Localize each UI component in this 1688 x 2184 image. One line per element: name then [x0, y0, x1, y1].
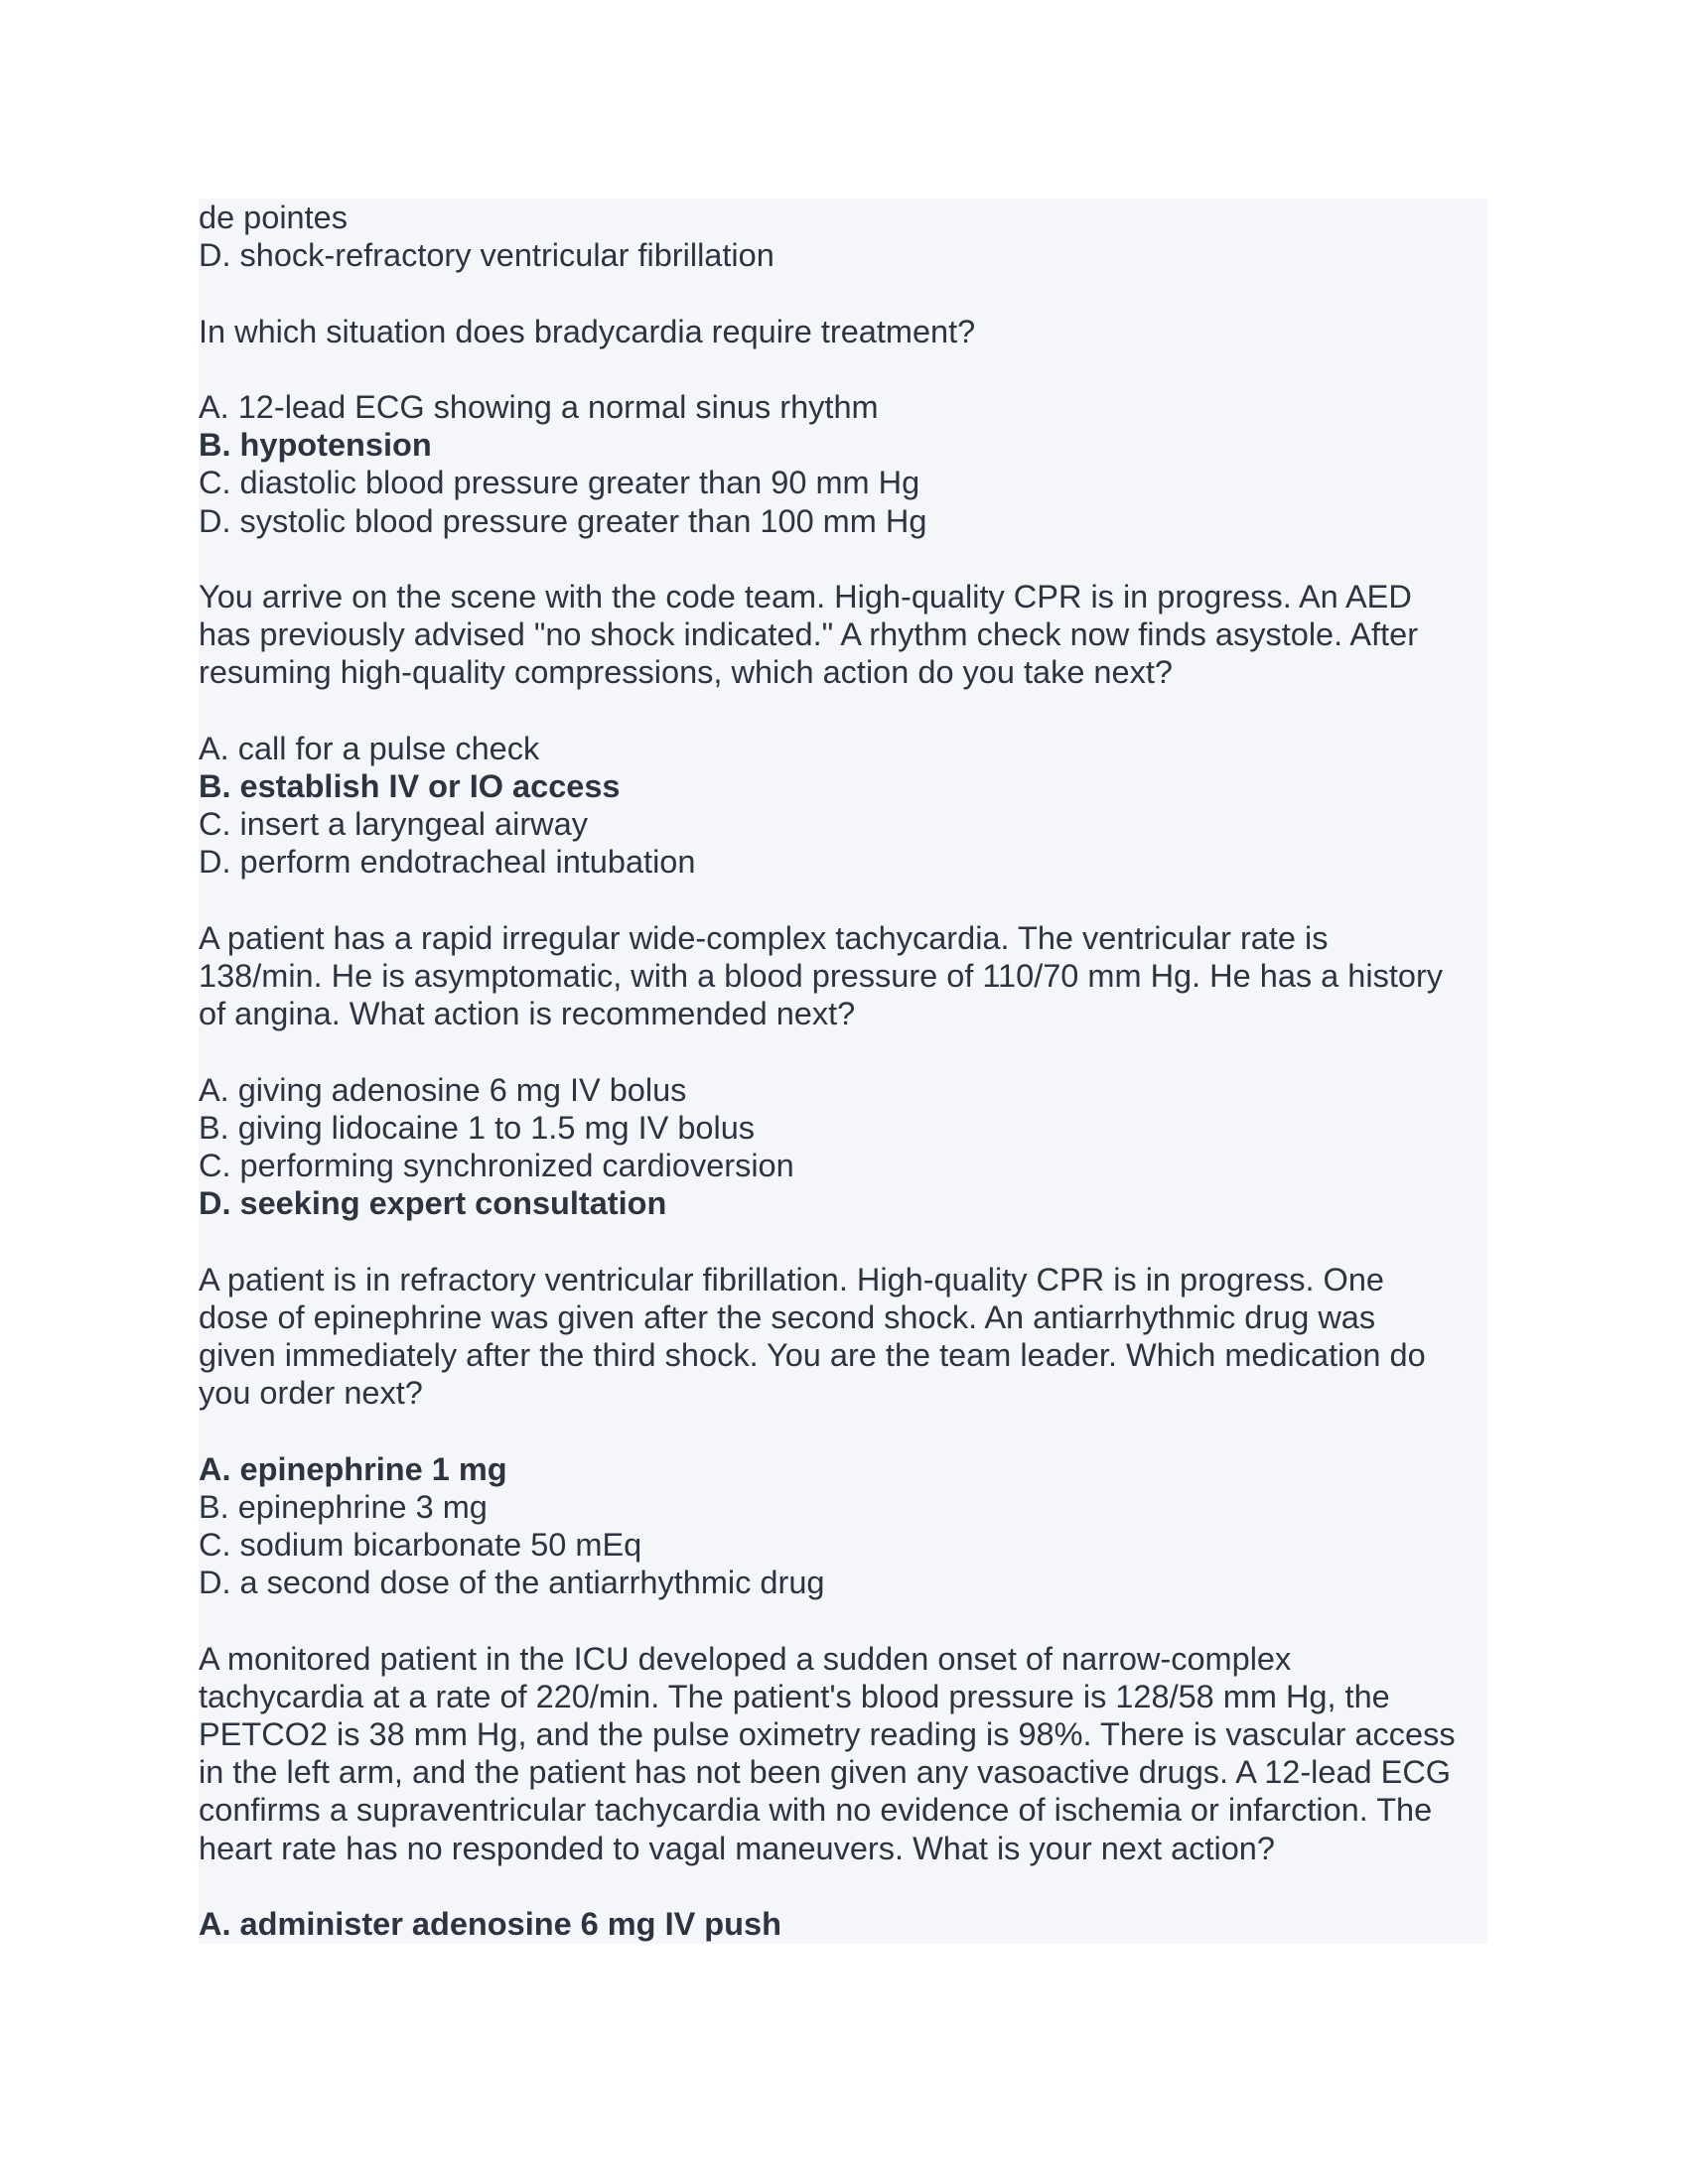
text-line: C. diastolic blood pressure greater than 90 mm Hg — [199, 465, 920, 501]
text-line: A. giving adenosine 6 mg IV bolus — [199, 1071, 687, 1108]
correct-answer-line: A. administer adenosine 6 mg IV push — [199, 1905, 781, 1942]
text-line: You arrive on the scene with the code team. High-quality CPR is in progress. An AED — [199, 578, 1412, 614]
text-line: B. giving lidocaine 1 to 1.5 mg IV bolus — [199, 1109, 756, 1146]
blank-line — [199, 274, 1487, 312]
blank-line — [199, 540, 1487, 578]
text-line: A monitored patient in the ICU developed a sudden onset of narrow-complex — [199, 1640, 1292, 1677]
blank-line — [199, 1412, 1487, 1449]
text-line: A. 12-lead ECG showing a normal sinus rhythm — [199, 388, 879, 425]
text-line: C. performing synchronized cardioversion — [199, 1147, 794, 1183]
text-line: has previously advised "no shock indicated." A rhythm check now finds asystole. After — [199, 616, 1419, 653]
text-line: D. a second dose of the antiarrhythmic drug — [199, 1565, 825, 1601]
correct-answer-line: A. epinephrine 1 mg — [199, 1450, 507, 1487]
text-line: confirms a supraventricular tachycardia with no evidence of ischemia or infarction. The — [199, 1792, 1433, 1829]
text-line: resuming high-quality compressions, which action do you take next? — [199, 654, 1173, 691]
text-line: A. call for a pulse check — [199, 730, 540, 766]
text-line: tachycardia at a rate of 220/min. The patient's blood pressure is 128/58 mm Hg, the — [199, 1678, 1390, 1714]
text-line: given immediately after the third shock. You are the team leader. Which medication do — [199, 1336, 1426, 1373]
document-body — [199, 199, 1487, 1944]
text-line: A patient is in refractory ventricular fibrillation. High-quality CPR is in progress. One — [199, 1261, 1384, 1297]
blank-line — [199, 1032, 1487, 1070]
blank-line — [199, 1222, 1487, 1260]
blank-line — [199, 350, 1487, 388]
text-line: In which situation does bradycardia require treatment? — [199, 313, 976, 349]
blank-line — [199, 1601, 1487, 1639]
correct-answer-line: D. seeking expert consultation — [199, 1185, 667, 1222]
text-line: de pointes — [199, 200, 348, 235]
text-line: in the left arm, and the patient has not been given any vasoactive drugs. A 12-lead ECG — [199, 1754, 1452, 1791]
text-line: C. sodium bicarbonate 50 mEq — [199, 1526, 642, 1563]
correct-answer-line: B. hypotension — [199, 427, 432, 464]
text-line: D. perform endotracheal intubation — [199, 844, 696, 881]
blank-line — [199, 1867, 1487, 1905]
text-line: heart rate has no responded to vagal maneuvers. What is your next action? — [199, 1830, 1275, 1866]
text-line: you order next? — [199, 1375, 423, 1412]
text-line: PETCO2 is 38 mm Hg, and the pulse oximetry reading is 98%. There is vascular access — [199, 1715, 1456, 1752]
text-line: D. shock-refractory ventricular fibrillation — [199, 237, 774, 274]
text-line: C. insert a laryngeal airway — [199, 806, 588, 843]
text-line: 138/min. He is asymptomatic, with a blood pressure of 110/70 mm Hg. He has a history — [199, 957, 1444, 994]
correct-answer-line: B. establish IV or IO access — [199, 767, 621, 804]
text-line: D. systolic blood pressure greater than 100 mm Hg — [199, 502, 927, 539]
text-line: A patient has a rapid irregular wide-complex tachycardia. The ventricular rate is — [199, 919, 1329, 956]
blank-line — [199, 882, 1487, 919]
text-line: of angina. What action is recommended next? — [199, 996, 856, 1032]
text-line: B. epinephrine 3 mg — [199, 1488, 488, 1525]
blank-line — [199, 692, 1487, 730]
text-line: dose of epinephrine was given after the second shock. An antiarrhythmic drug was — [199, 1298, 1376, 1335]
